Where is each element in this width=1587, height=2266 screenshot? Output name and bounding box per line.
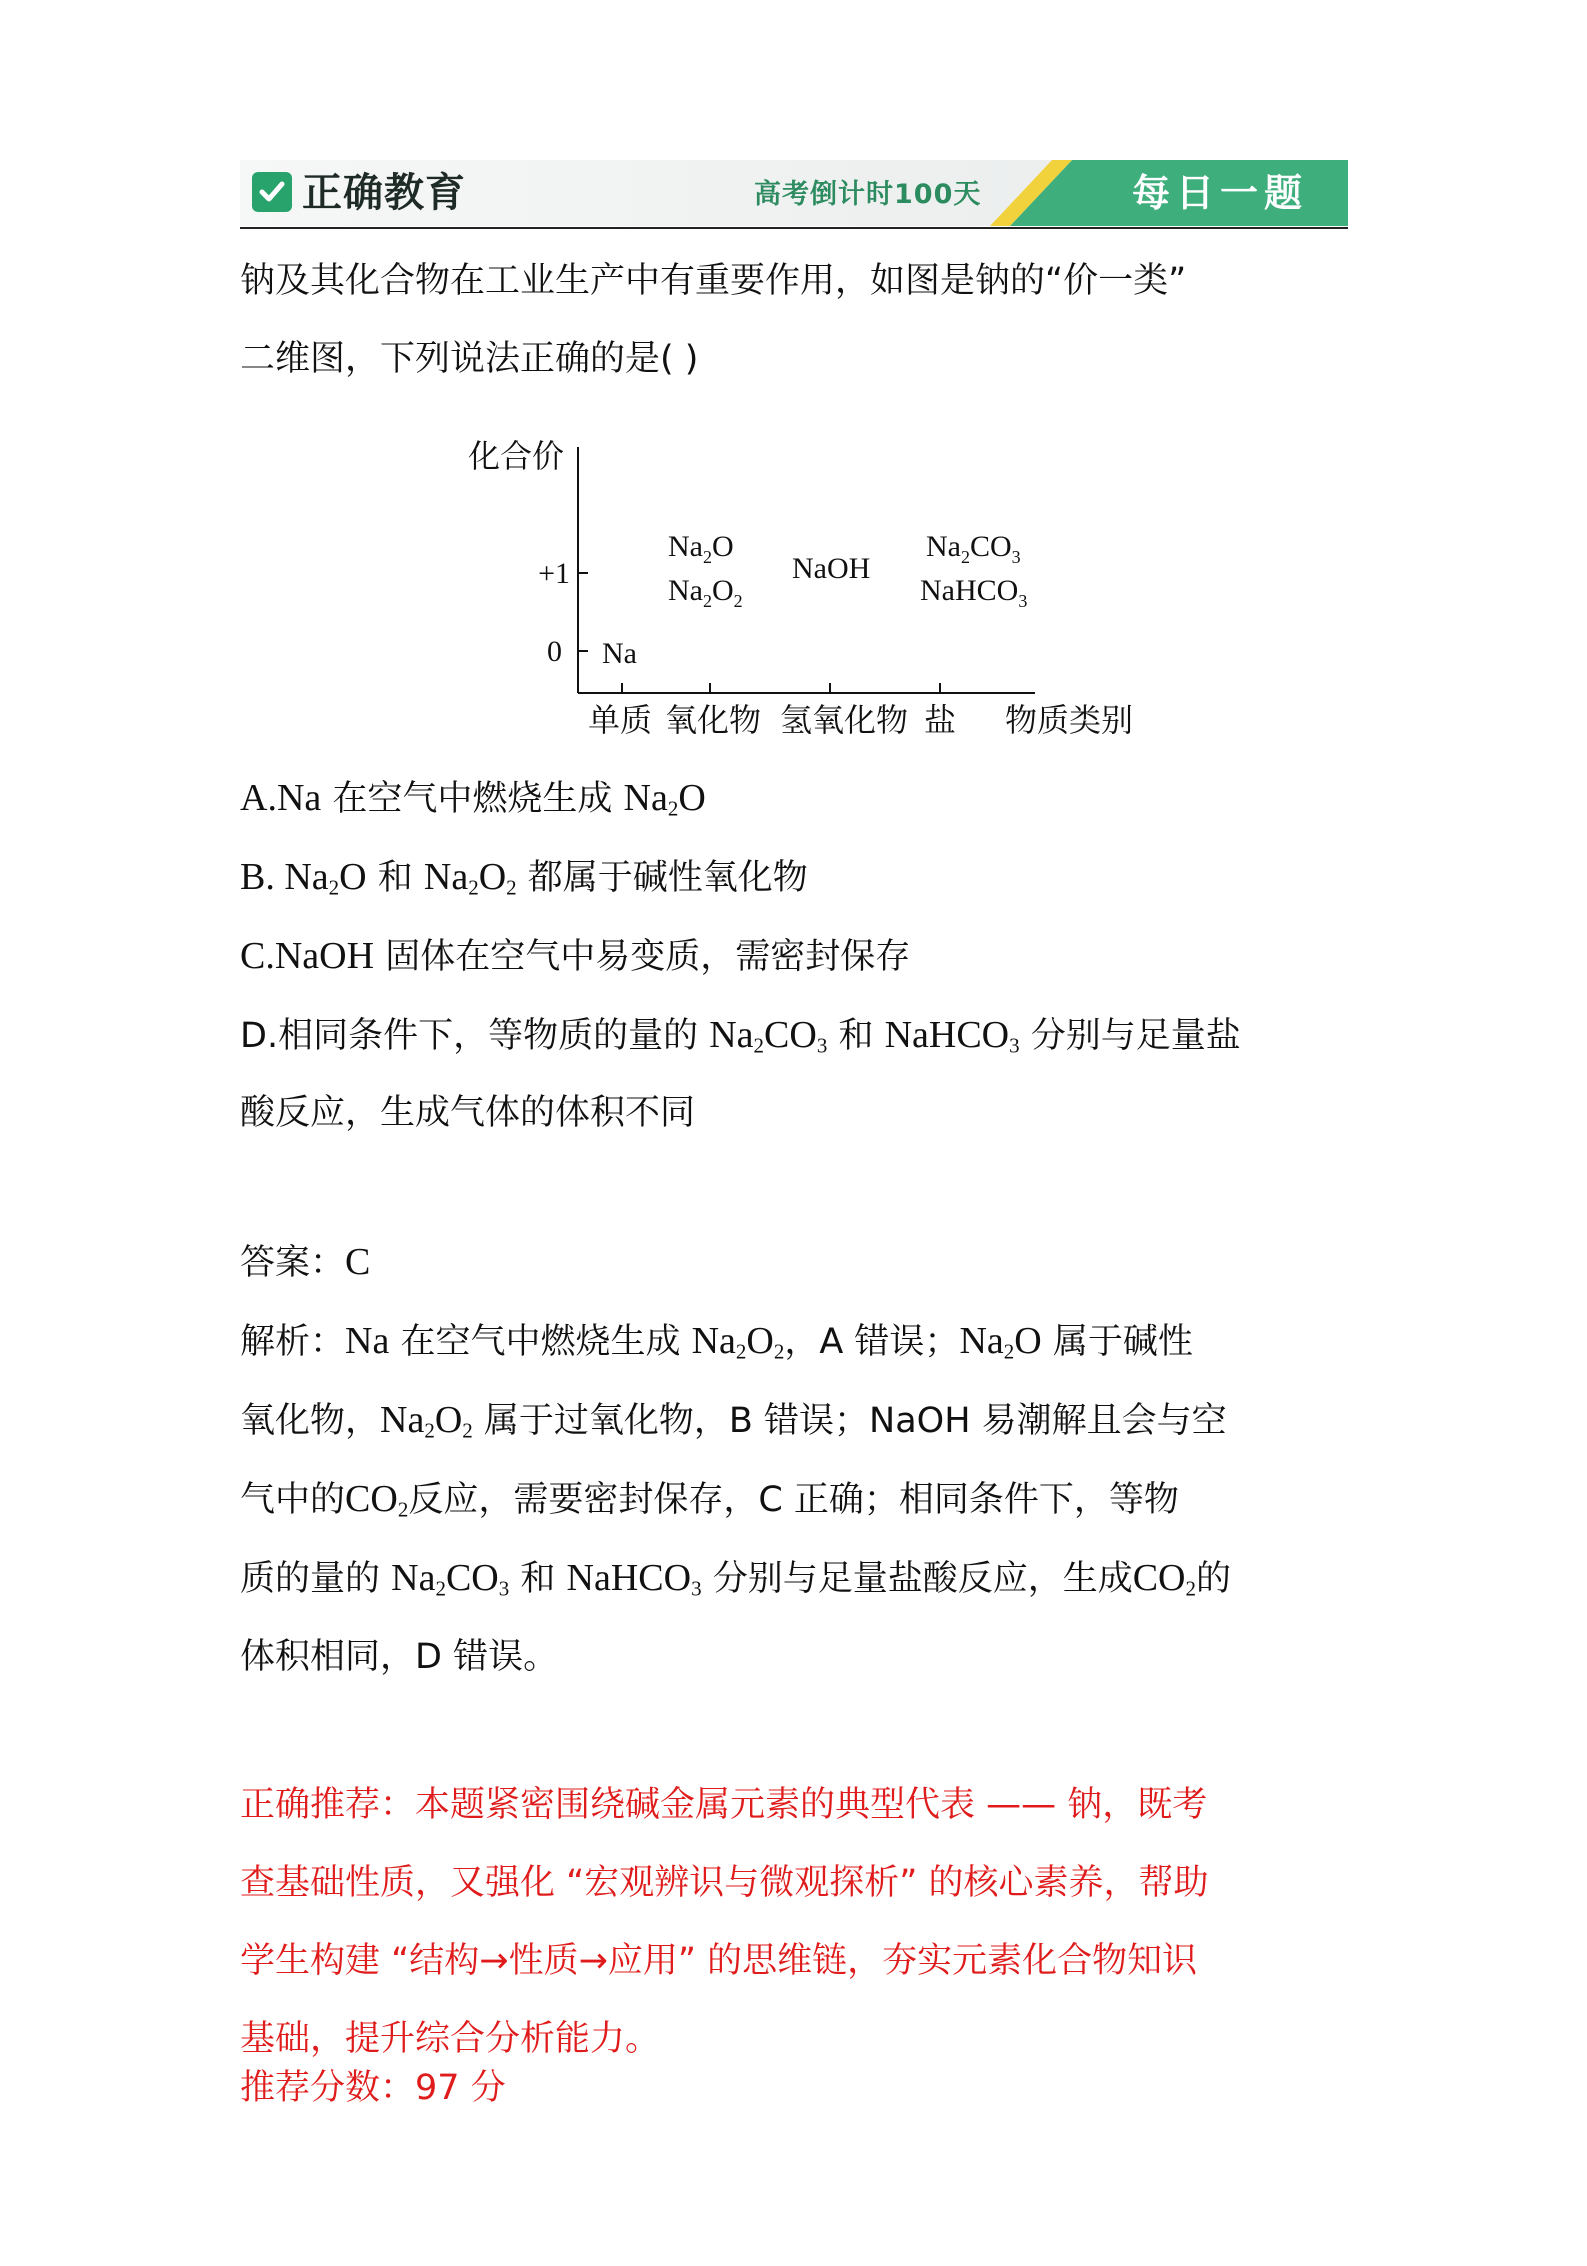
analysis-line-4: 质的量的 $Na_2CO_3$ 和 NaHCO$_3$ 分别与足量盐酸反应，生成$CO_2$的	[240, 1557, 1232, 1601]
x-label-hydroxide: 氢氧化物	[780, 701, 909, 739]
recommend-line-4: 基础，提升综合分析能力。	[240, 2019, 661, 2059]
x-label-category: 物质类别	[1005, 701, 1134, 739]
daily-question-label: 每日一题	[1131, 171, 1308, 215]
x-label-element: 单质	[588, 701, 653, 739]
option-d: D.相同条件下，等物质的量的 $Na_2CO_3$ 和 NaHCO$_3$ 分别与足量盐	[240, 1014, 1241, 1058]
point-naoh: NaOH	[792, 552, 871, 585]
header-divider	[240, 227, 1348, 229]
option-b: B. $Na_2O$ 和 $Na_2O_2$ 都属于碱性氧化物	[240, 856, 808, 900]
option-c: C.NaOH 固体在空气中易变质，需密封保存	[240, 935, 911, 977]
recommend-line-3: 学生构建 “结构→性质→应用” 的思维链，夯实元素化合物知识	[240, 1941, 1198, 1981]
question-line-2: 二维图，下列说法正确的是( )	[240, 339, 699, 379]
recommend-line-2: 查基础性质，又强化 “宏观辨识与微观探析” 的核心素养，帮助	[240, 1863, 1209, 1903]
exam-countdown: 高考倒计时100天	[754, 179, 982, 210]
point-na2co3: $Na_2CO_3$	[926, 530, 1021, 567]
analysis-line-3: 气中的$CO_2$反应，需要密封保存，C 正确；相同条件下，等物	[240, 1478, 1179, 1522]
check-icon	[252, 172, 292, 212]
point-na2o: $Na_2O$	[668, 530, 734, 567]
recommend-line-1: 正确推荐：本题紧密围绕碱金属元素的典型代表 —— 钠，既考	[240, 1785, 1208, 1825]
point-nahco3: NaHCO$_3$	[920, 574, 1028, 611]
x-label-salt: 盐	[923, 701, 957, 739]
brand-logo-text: 正确教育	[302, 170, 466, 216]
option-a: A.Na 在空气中燃烧生成 $Na_2O$	[240, 777, 706, 821]
analysis-line-5: 体积相同，D 错误。	[240, 1637, 559, 1677]
point-na: Na	[602, 637, 637, 670]
valence-class-diagram	[430, 425, 1170, 745]
analysis-line-2: 氧化物，$Na_2O_2$ 属于过氧化物，B 错误；NaOH 易潮解且会与空	[240, 1399, 1227, 1443]
option-d-line-2: 酸反应，生成气体的体积不同	[240, 1093, 696, 1133]
y-tick-label-zero: 0	[547, 635, 562, 668]
answer: 答案：C	[240, 1241, 371, 1283]
x-label-oxide: 氧化物	[665, 701, 762, 739]
y-tick-label-plus1: +1	[538, 557, 570, 590]
y-axis-label: 化合价	[468, 437, 565, 475]
recommend-score: 推荐分数：97 分	[240, 2068, 506, 2108]
header-banner	[240, 160, 1348, 226]
analysis-line-1: 解析：Na 在空气中燃烧生成 $Na_2O_2$，A 错误；$Na_2O$ 属于碱性	[240, 1320, 1193, 1364]
question-line-1: 钠及其化合物在工业生产中有重要作用，如图是钠的“价一类”	[240, 261, 1187, 301]
point-na2o2: $Na_2O_2$	[668, 574, 743, 611]
